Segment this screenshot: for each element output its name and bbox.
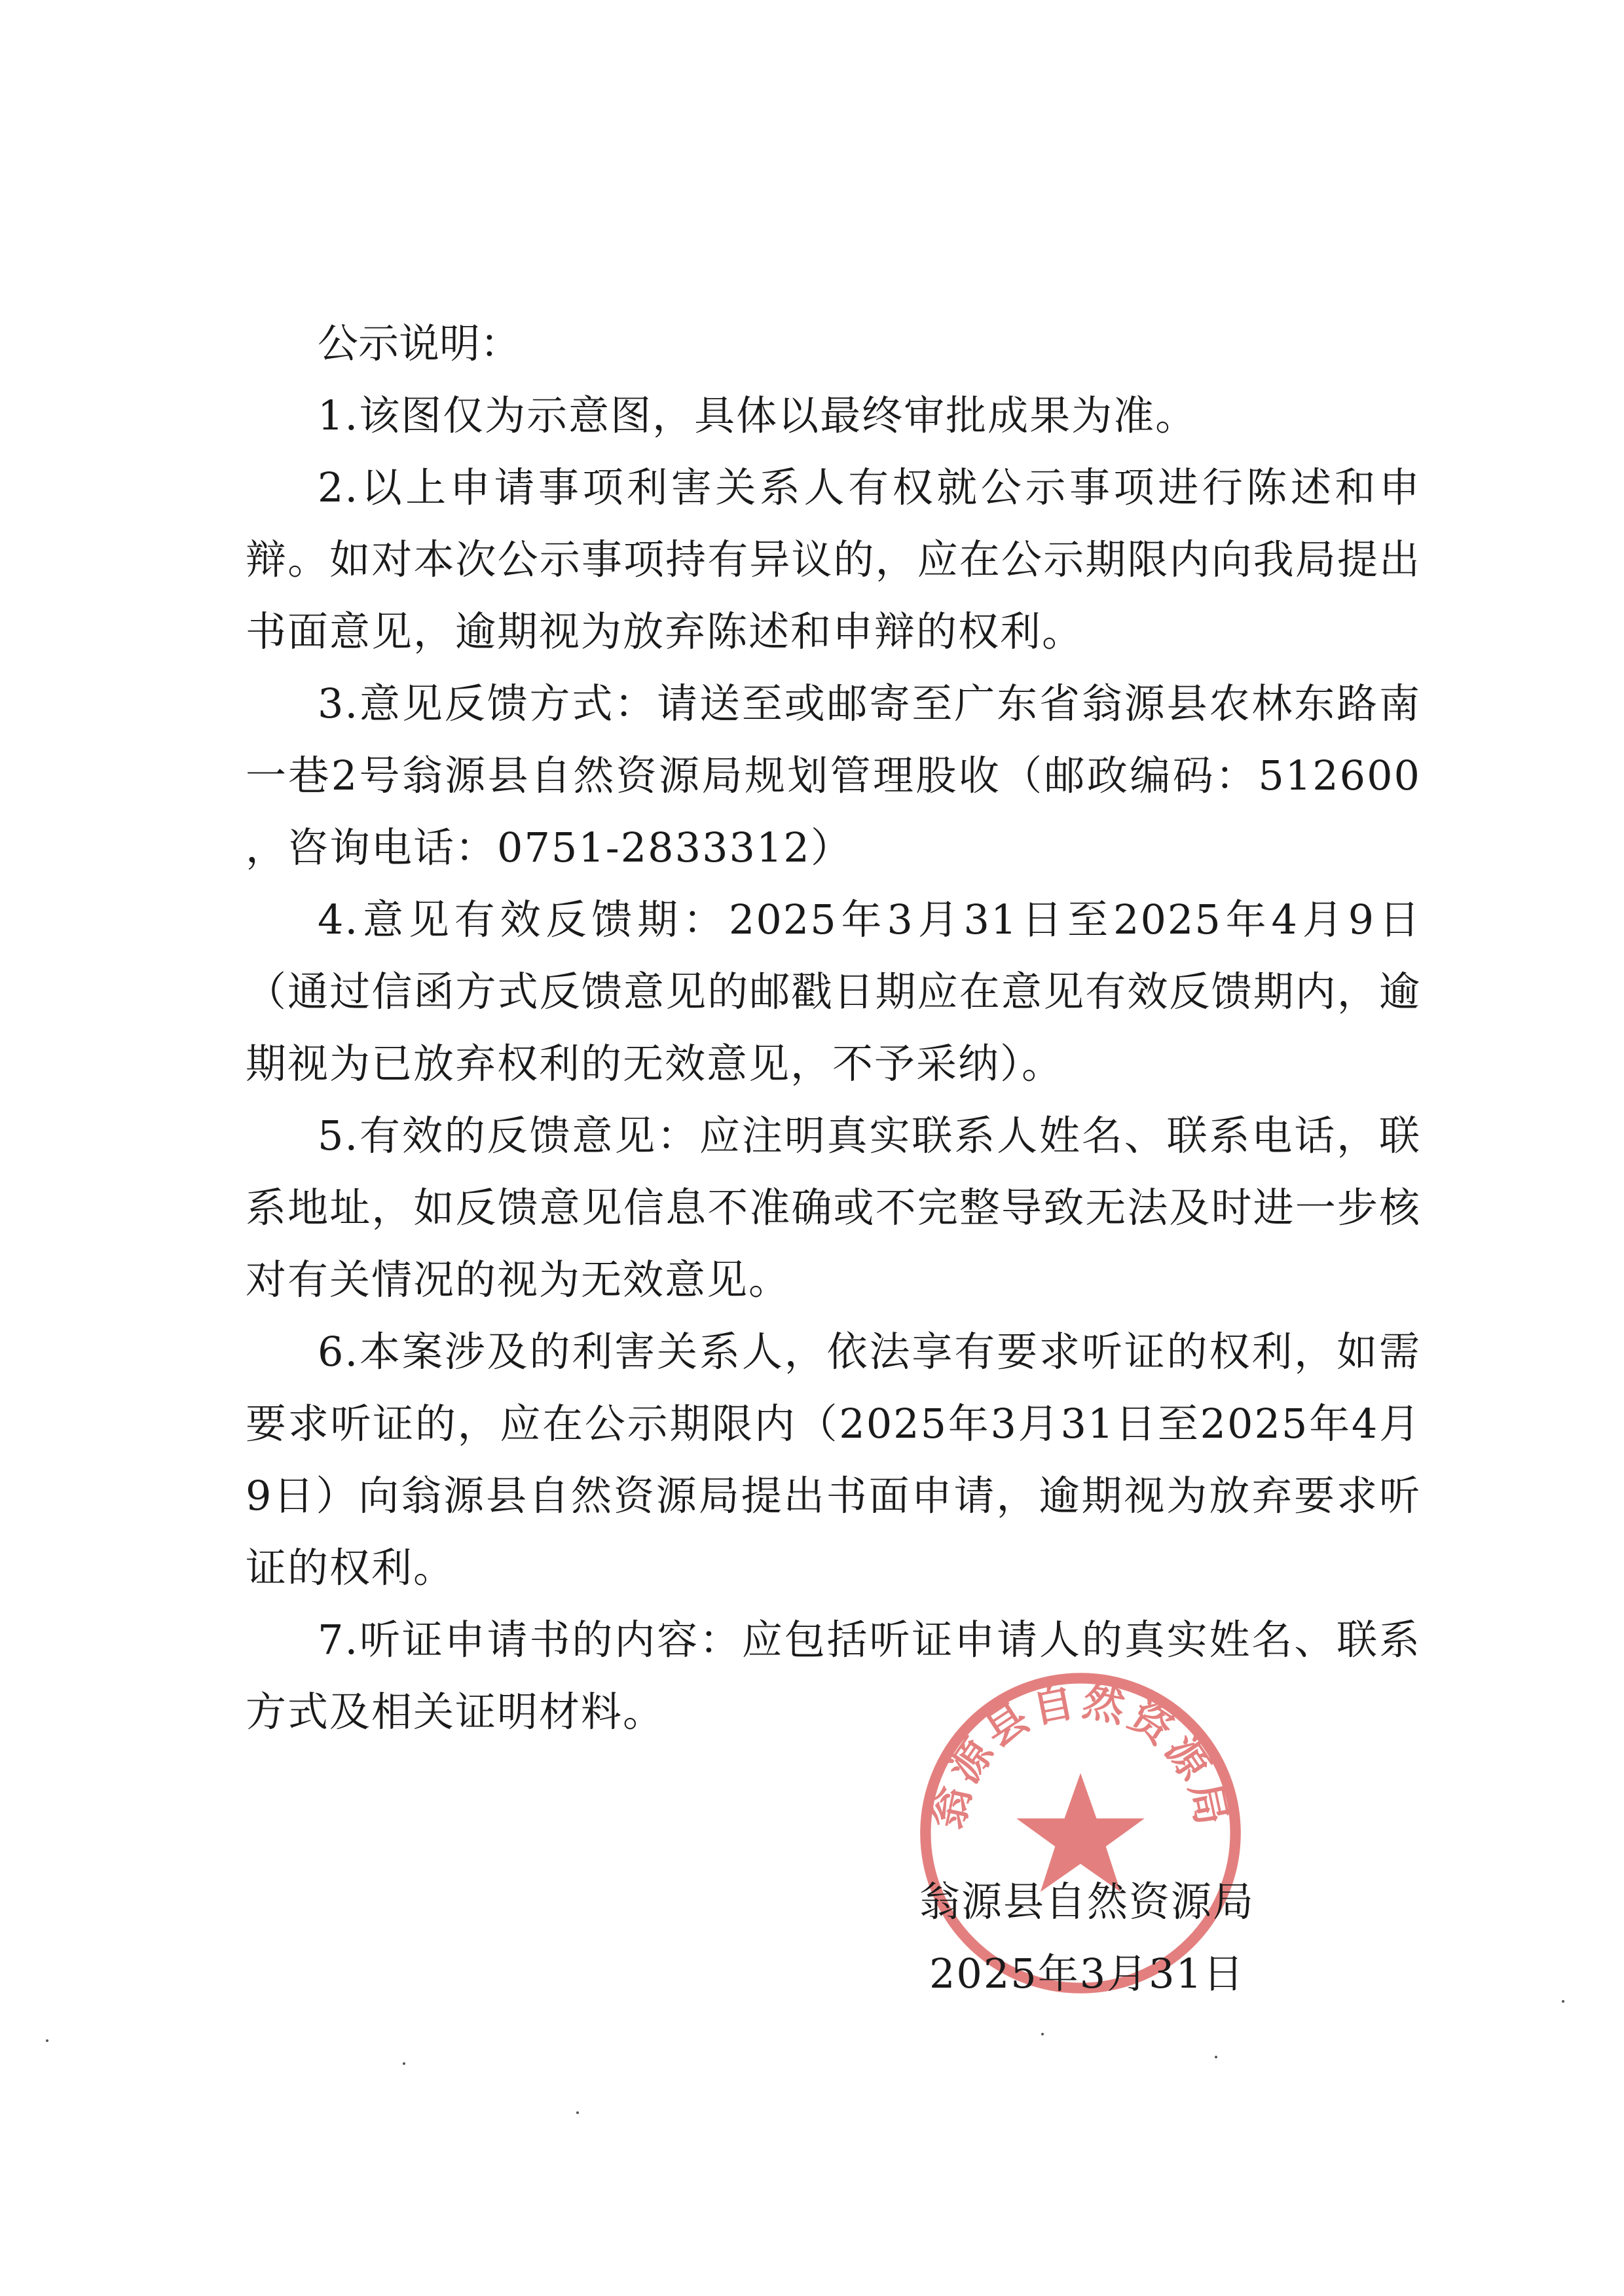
scan-speck (1215, 2056, 1217, 2058)
notice-item-7: 7.听证申请书的内容：应包括听证申请人的真实姓名、联系方式及相关证明材料。 (246, 1616, 1421, 1736)
signature-date: 2025年3月31日 (929, 1950, 1246, 1997)
scan-speck (576, 2111, 579, 2114)
notice-item-5: 5.有效的反馈意见：应注明真实联系人姓名、联系电话，联系地址，如反馈意见信息不准确或不完整导致无法及时进一步核对有关情况的视为无效意见。 (246, 1112, 1421, 1303)
notice-item-3: 3.意见反馈方式：请送至或邮寄至广东省翁源县农林东路南一巷2号翁源县自然资源局规划管理股收（邮政编码：512600 ，咨询电话：0751-2833312） (246, 680, 1421, 871)
notice-body (246, 308, 1421, 1748)
signature-block (904, 1866, 1270, 2010)
notice-item-4: 4.意见有效反馈期：2025年3月31日至2025年4月9日（通过信函方式反馈意见的邮戳日期应在意见有效反馈期内，逾期视为已放弃权利的无效意见，不予采纳）。 (246, 896, 1421, 1087)
scan-speck (1041, 2033, 1044, 2035)
scan-speck (46, 2039, 48, 2042)
notice-item-2: 2.以上申请事项利害关系人有权就公示事项进行陈述和申辩。如对本次公示事项持有异议的，应在公示期限内向我局提出书面意见，逾期视为放弃陈述和申辩的权利。 (246, 464, 1421, 655)
notice-heading: 公示说明： (318, 319, 521, 367)
scan-speck (403, 2062, 405, 2065)
signature-organization: 翁源县自然资源局 (919, 1878, 1255, 1925)
seal-text: 翁源县自然资源局 (923, 1676, 1238, 1833)
notice-item-6: 6.本案涉及的利害关系人，依法享有要求听证的权利，如需要求听证的，应在公示期限内（2025年3月31日至2025年4月9日）向翁源县自然资源局提出书面申请，逾期视为放弃要求听证的权利。 (246, 1328, 1421, 1592)
scan-speck (1562, 2000, 1564, 2003)
notice-item-1: 1.该图仅为示意图，具体以最终审批成果为准。 (318, 392, 1198, 439)
